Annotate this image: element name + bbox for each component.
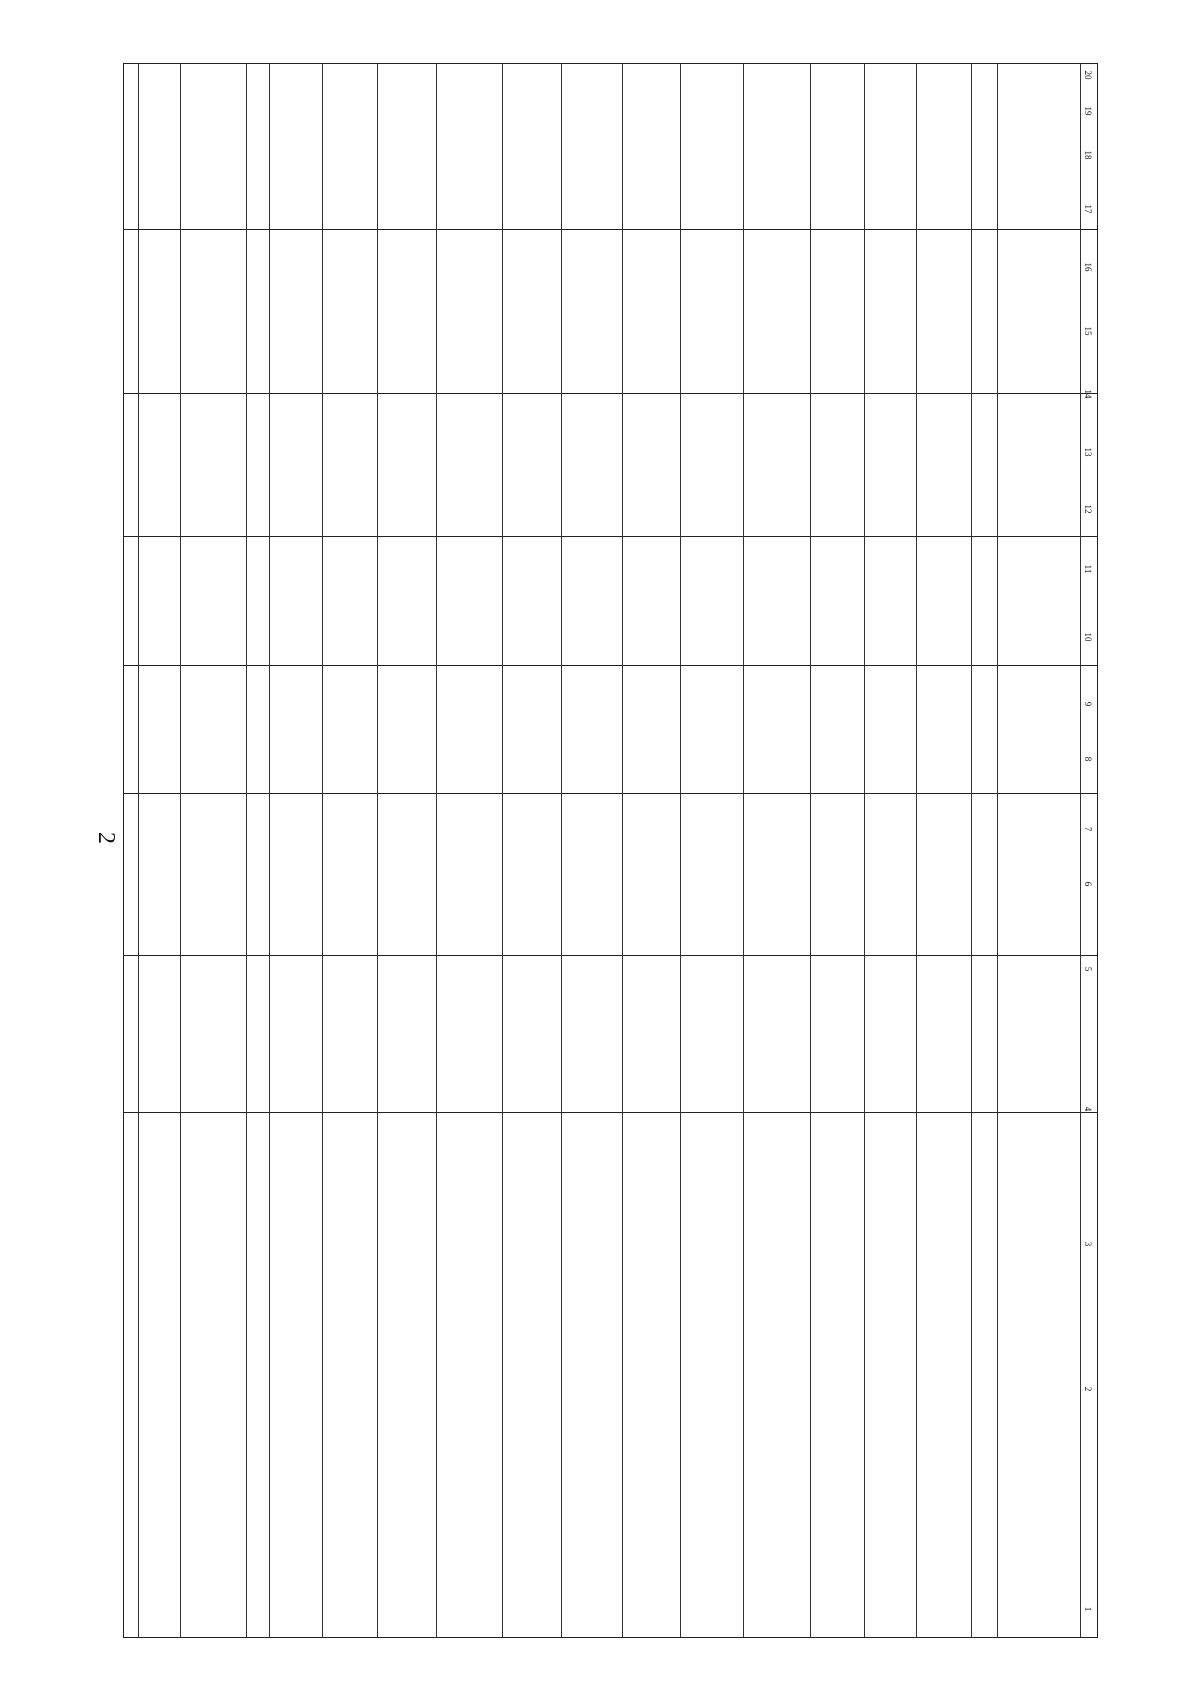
column-number: 16 (1083, 262, 1093, 272)
column-rule (916, 64, 917, 1637)
column-number: 18 (1083, 150, 1093, 160)
column-number: 19 (1083, 106, 1093, 116)
column-number: 14 (1083, 389, 1093, 399)
column-number: 5 (1083, 966, 1093, 972)
column-number: 17 (1083, 204, 1093, 214)
column-rule (246, 64, 247, 1637)
column-rule (810, 64, 811, 1637)
column-rule (561, 64, 562, 1637)
column-number: 4 (1083, 1106, 1093, 1112)
column-rule (743, 64, 744, 1637)
column-number: 12 (1083, 504, 1093, 514)
column-rule (997, 64, 998, 1637)
column-rule (622, 64, 623, 1637)
column-number: 15 (1083, 326, 1093, 336)
column-rule (680, 64, 681, 1637)
column-rule (502, 64, 503, 1637)
page-number: 2 (93, 832, 119, 844)
column-number: 9 (1083, 701, 1093, 707)
column-rule (269, 64, 270, 1637)
column-rule (322, 64, 323, 1637)
column-rule (864, 64, 865, 1637)
column-number: 2 (1083, 1386, 1093, 1392)
column-rule (377, 64, 378, 1637)
column-number: 11 (1083, 564, 1093, 574)
column-number: 7 (1083, 826, 1093, 832)
column-rule (971, 64, 972, 1637)
column-number: 1 (1083, 1606, 1093, 1612)
column-rule (180, 64, 181, 1637)
column-number: 6 (1083, 881, 1093, 887)
column-rule (138, 64, 139, 1637)
column-number: 8 (1083, 756, 1093, 762)
column-rule (1080, 64, 1081, 1637)
column-number: 10 (1083, 632, 1093, 642)
column-rule (436, 64, 437, 1637)
column-number: 13 (1083, 447, 1093, 457)
column-number: 20 (1083, 70, 1093, 80)
budget-table (123, 63, 1098, 1638)
column-number: 3 (1083, 1241, 1093, 1247)
